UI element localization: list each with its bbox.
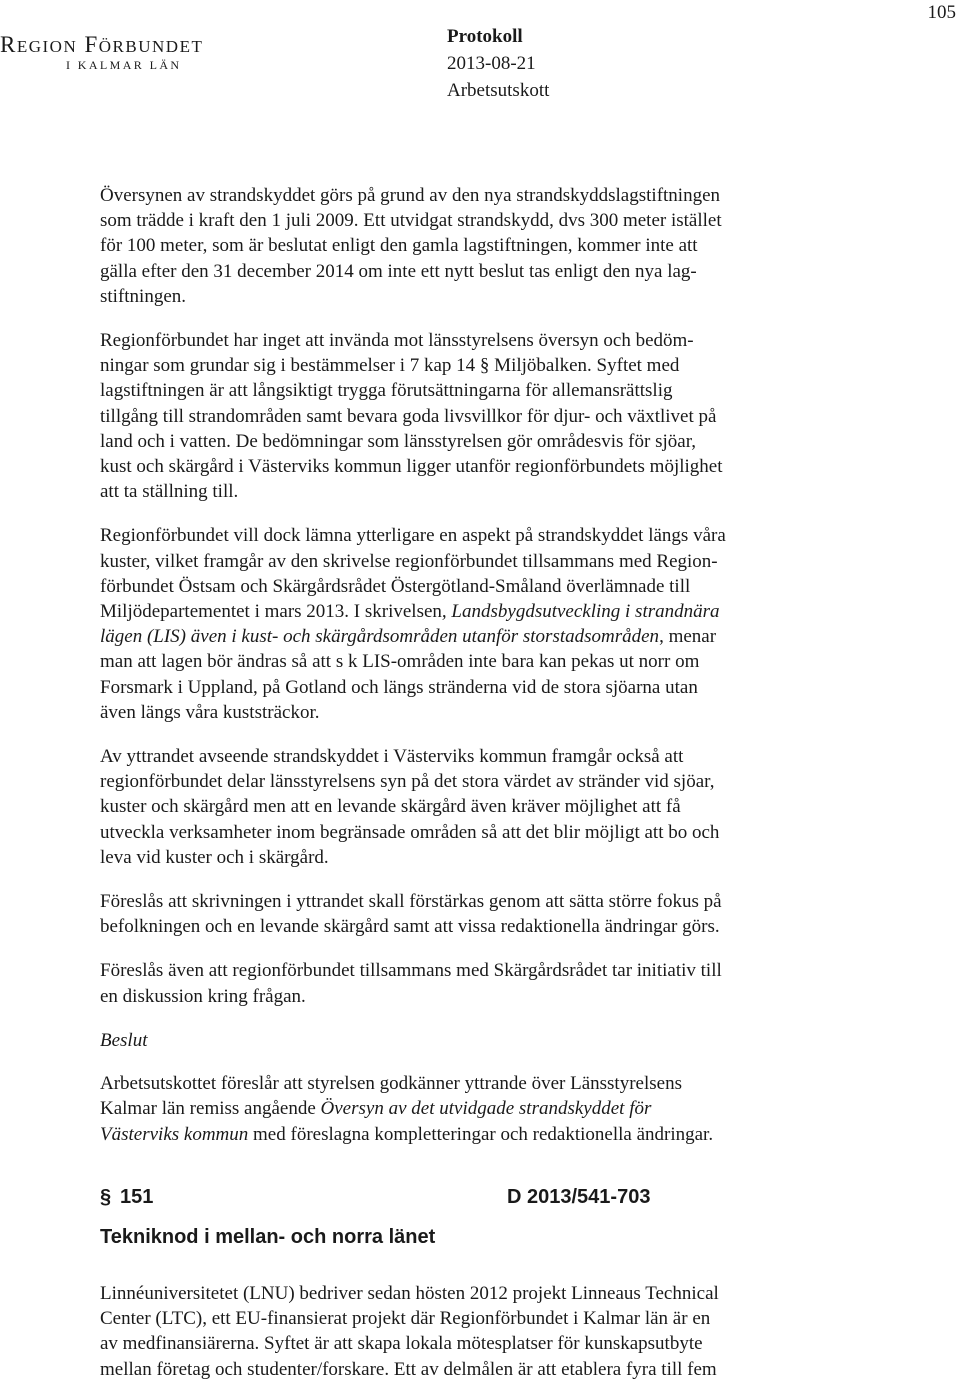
text-line: tillgång till strandområden samt bevara goda livsvillkor för djur- och växtlivet på bbox=[100, 405, 717, 427]
paragraph-statement bbox=[100, 744, 860, 870]
text-line: kust och skärgård i Västerviks kommun ligger utanför regionförbundets möjlighet bbox=[100, 456, 723, 478]
text-line: även längs våra kuststräckor. bbox=[100, 701, 320, 723]
paragraph-no-objection bbox=[100, 328, 860, 504]
text-line: befolkningen och en levande skärgård samt att vissa redaktionella ändringar görs. bbox=[100, 916, 720, 938]
document-header bbox=[447, 23, 549, 104]
text-line: man att lagen bör ändras så att s k LIS-områden inte bara kan pekas ut norr om bbox=[100, 651, 700, 673]
paragraph-proposal-1 bbox=[100, 889, 860, 939]
meeting-body: Arbetsutskott bbox=[447, 80, 550, 101]
text-line: Regionförbundet har inget att invända mot länsstyrelsens översyn och bedöm- bbox=[100, 330, 694, 352]
decision-heading-text: Beslut bbox=[100, 1029, 148, 1051]
text-line: Linnéuniversitetet (LNU) bedriver sedan hösten 2012 projekt Linneaus Technical bbox=[100, 1283, 719, 1304]
text-line: ningar som grundar sig i bestämmelser i 7 kap 14 § Miljöbalken. Syftet med bbox=[100, 355, 680, 377]
logo-letters: EGION bbox=[16, 37, 78, 56]
text-line: Center (LTC), ett EU-finansierat projekt där Regionförbundet i Kalmar län är en bbox=[100, 1308, 711, 1330]
document-type: Protokoll bbox=[447, 26, 523, 47]
text-line: Föreslås att skrivningen i yttrandet skall förstärkas genom att sätta större fokus på bbox=[100, 891, 722, 913]
paragraph-proposal-2 bbox=[100, 958, 860, 1008]
text-line: en diskussion kring frågan. bbox=[100, 985, 306, 1007]
logo-subtitle: I KALMAR LÄN bbox=[66, 58, 182, 72]
paragraph-sign: § bbox=[100, 1186, 112, 1208]
text-line: , menar bbox=[659, 626, 717, 648]
logo-letter: R bbox=[0, 32, 17, 57]
remiss-title-italic: Översyn av det utvidgade strandskyddet för bbox=[320, 1098, 652, 1120]
regionforbundet-logo bbox=[0, 34, 240, 72]
text-line: för 100 meter, som är beslutat enligt den gamla lagstiftningen, kommer inte att bbox=[100, 235, 698, 257]
text-line: Arbetsutskottet föreslår att styrelsen godkänner yttrande över Länsstyrelsens bbox=[100, 1073, 682, 1095]
text-line: av medfinansiärerna. Syftet är att skapa lokala mötesplatser för kunskapsutbyte bbox=[100, 1333, 703, 1355]
text-line: utveckla verksamheter inom begränsade områden så att det blir möjligt att bo och bbox=[100, 821, 720, 843]
document-title-italic: lägen (LIS) även i kust- och skärgårdsområden utanför storstadsområden bbox=[100, 626, 660, 648]
paragraph-review bbox=[100, 183, 860, 309]
remiss-title-italic: Västerviks kommun bbox=[100, 1123, 249, 1145]
text-line: mellan företag och studenter/forskare. Ett av delmålen är att etablera fyra till fem bbox=[100, 1358, 717, 1380]
text-line: Forsmark i Uppland, på Gotland och längs stränderna vid de stora sjöarna utan bbox=[100, 676, 698, 698]
text-line: som trädde i kraft den 1 juli 2009. Ett utvidgat strandskydd, dvs 300 meter istället bbox=[100, 210, 722, 232]
diary-number: D 2013/541-703 bbox=[507, 1186, 651, 1208]
text-line: att ta ställning till. bbox=[100, 481, 239, 503]
section-heading bbox=[100, 1186, 860, 1248]
text-line: lagstiftningen är att långsiktigt trygga förutsättningarna för allemansrättslig bbox=[100, 380, 673, 402]
text-line: kuster och skärgård men att en levande skärgård även kräver möjlighet att få bbox=[100, 796, 681, 818]
logo-letter: F bbox=[84, 32, 99, 57]
text-line: Av yttrandet avseende strandskyddet i Västerviks kommun framgår också att bbox=[100, 746, 684, 768]
section-number: 151 bbox=[120, 1186, 154, 1208]
section-body bbox=[100, 1281, 860, 1382]
text-line: Kalmar län remiss angående bbox=[100, 1098, 321, 1120]
logo-wordmark bbox=[0, 34, 240, 58]
text-line: med föreslagna kompletteringar och redaktionella ändringar. bbox=[248, 1123, 714, 1145]
section-title: Tekniknod i mellan- och norra länet bbox=[100, 1226, 436, 1248]
text-line: Översynen av strandskyddet görs på grund av den nya strandskyddslagstiftningen bbox=[100, 185, 721, 206]
text-line: Regionförbundet vill dock lämna ytterligare en aspekt på strandskyddet längs våra bbox=[100, 525, 726, 547]
logo-letters: ÖRBUNDET bbox=[98, 37, 204, 56]
text-line: leva vid kuster och i skärgård. bbox=[100, 846, 329, 868]
text-line: land och i vatten. De bedömningar som länsstyrelsen gör områdesvis för sjöar, bbox=[100, 430, 697, 452]
meeting-date: 2013-08-21 bbox=[447, 53, 536, 74]
document-title-italic: , Landsbygdsutveckling i strandnära bbox=[441, 601, 720, 623]
text-line: regionförbundet delar länsstyrelsens syn på det stora värdet av stränder vid sjöar, bbox=[100, 771, 715, 793]
text-line: Föreslås även att regionförbundet tillsammans med Skärgårdsrådet tar initiativ till bbox=[100, 960, 722, 982]
text-line: förbundet Östsam och Skärgårdsrådet Östergötland-Småland överlämnade till bbox=[100, 575, 691, 597]
page-number: 105 bbox=[927, 2, 956, 23]
decision-heading bbox=[100, 1028, 860, 1053]
text-line: kuster, vilket framgår av den skrivelse regionförbundet tillsammans med Region- bbox=[100, 550, 718, 572]
text-line: Miljödepartementet i mars 2013. I skrivelsen bbox=[100, 601, 442, 623]
decision-text bbox=[100, 1071, 860, 1147]
text-line: gälla efter den 31 december 2014 om inte ett nytt beslut tas enligt den nya lag- bbox=[100, 260, 697, 282]
text-line: stiftningen. bbox=[100, 285, 187, 307]
paragraph-lis-aspect bbox=[100, 523, 860, 725]
minutes-body bbox=[100, 183, 860, 1166]
